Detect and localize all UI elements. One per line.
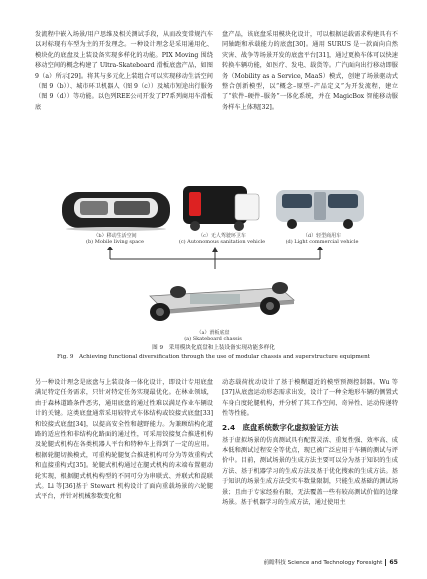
figure-title-zh: 图 9 采用模块化底盘和上装设备实现功能多样化 xyxy=(152,345,275,351)
paragraph: 发流程中嵌入场景/用户思维及相关测试手段，从而改变常规汽车以对标现有车型为主的开发理念。一种设计理念是采用通用化、模块化的底盘及上装设备实现多样化的功能。PIX Moving 围绕移动空间的概念构建了 Ultra-Skateboard 滑板底盘产品，如图 9（a）所示[29]。将其与多元化上装组合可以实现移动生活空间（图 9（b））、城市环卫机器人（图 9（c））及城市短途出行服务（图 9（d））等功能。以色列REE公司开发了P7系列商用车滑板底 xyxy=(35,31,213,111)
caption-b: （b）移动生活空间 (b) Mobile living space xyxy=(86,233,144,246)
paragraph: 动态载荷扰动设计了基于模糊逼近的模型预测控制器。Wu 等[37]从底盘运动形态需求出发，设计了一种全地形车辆的侧置式车身白度轮腿机构，并分析了其工作空间、奇异性、运动传递特性等性能。 xyxy=(222,379,398,418)
journal-name: 前瞻科技 Science and Technology Foresight xyxy=(263,560,383,566)
light-commercial-vehicle-image xyxy=(270,182,370,232)
paragraph: 基于虚拟场景的仿真测试具有配置灵活、重复性强、效率高、成本低和测试过程安全等优点，现已被广泛应用于车辆的测试与评价中。目前，测试场景的生成方法主要可以分为基于知识的生成方法、基于机器学习的生成方法及基于优化搜索的生成方法。基于知识的场景生成方法受实车数量限制，只能生成基础的测试场景；且由于专家经验有限，无法覆盖一些有较高测试价值的边缘场景。基于机器学习的生成方法，通过使用主 xyxy=(222,436,398,507)
figure-title-en: Fig. 9 Achieving functional diversification through the use of modular chassis and superstructure equipment xyxy=(57,354,370,360)
page-footer xyxy=(264,558,398,566)
paragraph: 盘产品，该底盘采用模块化设计，可以根据运载需求构建具有不同轴距和承载能力的底盘[30]。通用 SURUS 是一款面向自然灾害、战争等场景开发的底盘平台[31]，通过更换车体可以快速转换车辆功能，如医疗、发电、载货等。广汽面向出行移动即服务（Mobility as a Service, MaaS）模式，创建了场景驱动式整合创新模型，以“概念–原型–产品定义”为开发流程，建立了“软件–硬件–服务”一体化系统，并在 MagicBox 智能移动服务样车上体现[32]。 xyxy=(222,31,398,111)
page-number: 65 xyxy=(389,559,398,566)
sanitation-vehicle-image xyxy=(175,180,265,234)
footer-divider xyxy=(385,559,386,566)
caption-d: （d）轻型商用车 (d) Light commercial vehicle xyxy=(285,233,359,246)
body-text-column-bottom-left xyxy=(35,378,213,503)
caption-c: （c）无人驾驶环卫车 (c) Autonomous sanitation vehicle xyxy=(178,233,266,246)
skateboard-chassis-image xyxy=(130,270,300,328)
caption-a: （a）滑板底盘 (a) Skateboard chassis xyxy=(184,330,242,343)
figure-arrows xyxy=(60,247,370,269)
paragraph: 另一种设计理念是底盘与上装设备一体化设计，即设计专用底盘满足特定任务需求，只针对特定任务实现最优化。在林业领域，由于森林道路条件恶劣，通用底盘的通过性难以满足作业车辆设计的关键。这类底盘通常采用较特式车体结构或铰接式底盘[33]和铰接式底盘[34]，以提高安全性和越野能力。为兼顾结构化道路的适应性和非结构化路面的通过性，可采用铰接复合推进机构及轮腿式机构在各类机器人平台和特种车上得到了一定的应用。根据轮腿切换模式，可重构轮腿复合推进机构可分为等效重构式和直接重构式[35]。轮腿式机构通过在腿式机构的末端布置驱动轮实现，根据腿式机构构型的不同可分为串联式、并联式和混联式。Li 等[36]基于 Stewart 机构设计了面向重载场景的六轮腿式平台，并针对机械参数变化和 xyxy=(35,379,213,501)
section-heading: 2.4 底盘系统数字化虚拟验证方法 xyxy=(222,422,339,432)
body-text-column-bottom-right xyxy=(222,378,398,508)
mobile-living-space-image xyxy=(60,190,172,232)
